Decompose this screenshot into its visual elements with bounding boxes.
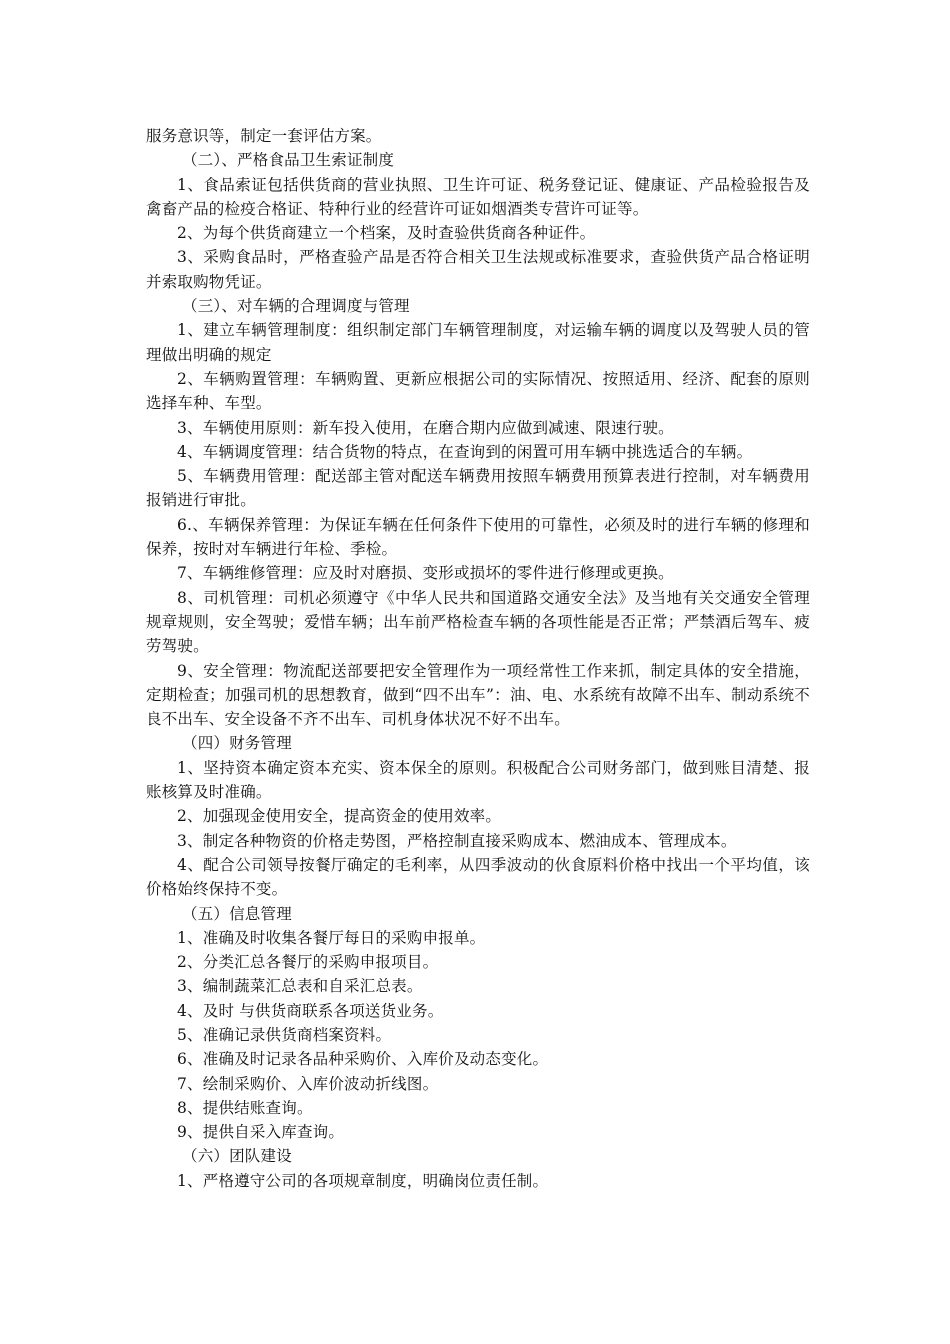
section-heading: （五）信息管理 <box>182 904 292 923</box>
body-paragraph: 服务意识等，制定一套评估方案。 <box>146 127 382 145</box>
body-paragraph: 2、车辆购置管理：车辆购置、更新应根据公司的实际情况、按照适用、经济、配套的原则选择车种、车型。 <box>146 369 810 413</box>
body-paragraph: 5、准确记录供货商档案资料。 <box>177 1025 392 1044</box>
body-paragraph: 2、分类汇总各餐厅的采购申报项目。 <box>177 953 439 972</box>
document-body <box>146 124 810 1193</box>
body-paragraph: 3、制定各种物资的价格走势图，严格控制直接采购成本、燃油成本、管理成本。 <box>177 831 737 850</box>
body-paragraph: 1、坚持资本确定资本充实、资本保全的原则。积极配合公司财务部门，做到账目清楚、报账核算及时准确。 <box>146 758 810 802</box>
body-paragraph: 4、及时 与供货商联系各项送货业务。 <box>177 1001 444 1020</box>
body-paragraph: 1、准确及时收集各餐厅每日的采购申报单。 <box>177 928 486 947</box>
body-paragraph: 1、建立车辆管理制度：组织制定部门车辆管理制度，对运输车辆的调度以及驾驶人员的管理做出明确的规定 <box>146 321 810 364</box>
body-paragraph: 8、提供结账查询。 <box>177 1098 313 1117</box>
body-paragraph: 6、准确及时记录各品种采购价、入库价及动态变化。 <box>177 1050 549 1069</box>
body-paragraph: 9、提供自采入库查询。 <box>177 1123 345 1142</box>
body-paragraph: 3、编制蔬菜汇总表和自采汇总表。 <box>177 977 423 996</box>
body-paragraph: 2、加强现金使用安全，提高资金的使用效率。 <box>177 807 502 826</box>
body-paragraph: 9、安全管理：物流配送部要把安全管理作为一项经常性工作来抓，制定具体的安全措施，定期检查；加强司机的思想教育，做到“四不出车”：油、电、水系统有故障不出车、制动系统不良不出车、安全设备不齐不出车、司机身体状况不好不出车。 <box>146 661 810 729</box>
section-heading: （三）、对车辆的合理调度与管理 <box>182 297 410 316</box>
body-paragraph: 8、司机管理：司机必须遵守《中华人民共和国道路交通安全法》及当地有关交通安全管理规章规则，安全驾驶；爱惜车辆；出车前严格检查车辆的各项性能是否正常；严禁酒后驾车、疲劳驾驶。 <box>146 588 810 656</box>
body-paragraph: 2、为每个供货商建立一个档案，及时查验供货商各种证件。 <box>177 224 596 243</box>
body-paragraph: 6.、车辆保养管理：为保证车辆在任何条件下使用的可靠性，必须及时的进行车辆的修理和保养，按时对车辆进行年检、季检。 <box>146 515 810 559</box>
body-paragraph: 7、车辆维修管理：应及时对磨损、变形或损坏的零件进行修理或更换。 <box>177 564 674 583</box>
body-paragraph: 1、食品索证包括供货商的营业执照、卫生许可证、税务登记证、健康证、产品检验报告及禽畜产品的检疫合格证、特种行业的经营许可证如烟酒类专营许可证等。 <box>146 175 810 218</box>
body-paragraph: 3、采购食品时，严格查验产品是否符合相关卫生法规或标准要求，查验供货产品合格证明并索取购物凭证。 <box>146 248 810 291</box>
body-paragraph: 4、配合公司领导按餐厅确定的毛利率，从四季波动的伙食原料价格中找出一个平均值，该价格始终保持不变。 <box>146 855 810 899</box>
section-heading: （六）团队建设 <box>182 1147 292 1166</box>
section-heading: （四）财务管理 <box>182 734 292 753</box>
body-paragraph: 4、车辆调度管理：结合货物的特点，在查询到的闲置可用车辆中挑选适合的车辆。 <box>177 442 753 461</box>
body-paragraph: 3、车辆使用原则：新车投入使用，在磨合期内应做到减速、限速行驶。 <box>177 418 674 437</box>
body-paragraph: 5、车辆费用管理：配送部主管对配送车辆费用按照车辆费用预算表进行控制，对车辆费用报销进行审批。 <box>146 467 810 510</box>
body-paragraph: 1、严格遵守公司的各项规章制度，明确岗位责任制。 <box>177 1171 549 1190</box>
section-heading: （二）、严格食品卫生索证制度 <box>182 151 395 170</box>
body-paragraph: 7、绘制采购价、入库价波动折线图。 <box>177 1074 439 1093</box>
